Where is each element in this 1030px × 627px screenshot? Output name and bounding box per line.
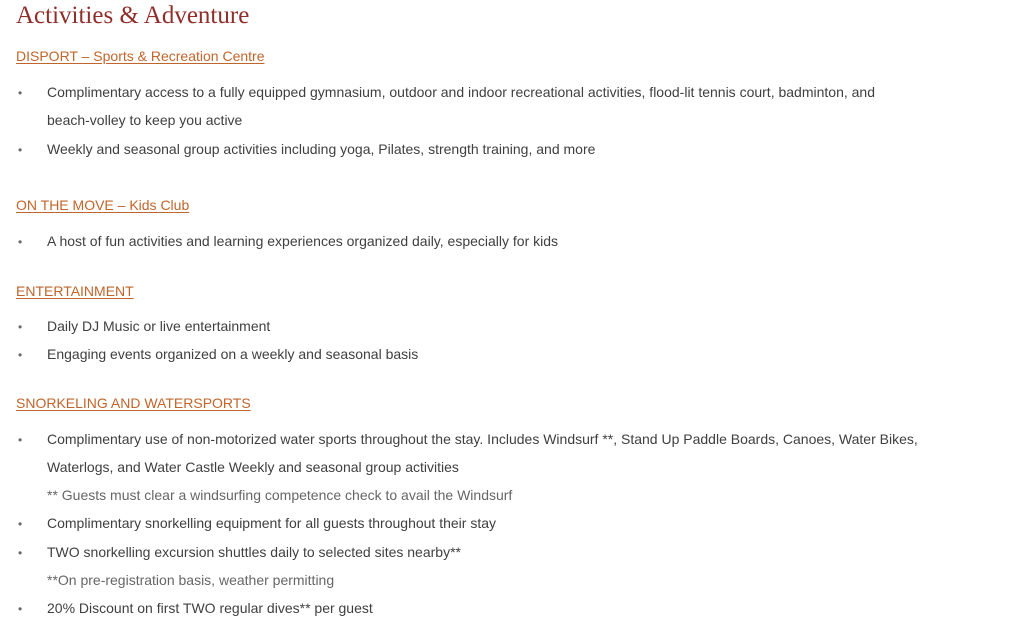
list-item-text: TWO snorkelling excursion shuttles daily to selected sites nearby**	[47, 544, 461, 560]
bullet-icon: •	[18, 433, 23, 447]
list-item-text: Engaging events organized on a weekly and seasonal basis	[47, 346, 419, 362]
list-item-continuation: beach-volley to keep you active	[47, 112, 243, 128]
list-item-text: Weekly and seasonal group activities including yoga, Pilates, strength training, and more	[47, 141, 596, 157]
bullet-icon: •	[18, 143, 23, 157]
list-item-continuation: Waterlogs, and Water Castle Weekly and seasonal group activities	[47, 459, 459, 475]
link-entertainment[interactable]: ENTERTAINMENT	[16, 283, 134, 299]
list-item-text: 20% Discount on first TWO regular dives** per guest	[47, 600, 373, 616]
list-item	[16, 346, 418, 362]
footnote: ** Guests must clear a windsurfing competence check to avail the Windsurf	[47, 487, 513, 503]
list-item	[16, 84, 875, 100]
bullet-icon: •	[18, 602, 23, 616]
list-item-text: Daily DJ Music or live entertainment	[47, 318, 271, 334]
list-item-text: A host of fun activities and learning experiences organized daily, especially for kids	[47, 233, 559, 249]
footnote: **On pre-registration basis, weather permitting	[47, 572, 335, 588]
bullet-icon: •	[18, 86, 23, 100]
list-item	[16, 544, 461, 560]
list-item-text: Complimentary use of non-motorized water sports throughout the stay. Includes Windsurf **, Stand Up Paddle Boards, Canoes, Water Bikes,	[47, 431, 918, 447]
list-item-text: Complimentary access to a fully equipped gymnasium, outdoor and indoor recreational activities, flood-lit tennis court, badminton, and	[47, 84, 875, 100]
list-item	[16, 141, 595, 157]
list-item	[16, 515, 496, 531]
list-item	[16, 600, 373, 616]
link-snorkeling-watersports[interactable]: SNORKELING AND WATERSPORTS	[16, 395, 251, 411]
list-item-text: Complimentary snorkelling equipment for all guests throughout their stay	[47, 515, 497, 531]
list-item	[16, 233, 558, 249]
list-item	[16, 431, 918, 447]
link-disport[interactable]: DISPORT – Sports & Recreation Centre	[16, 48, 265, 64]
link-kids-club[interactable]: ON THE MOVE – Kids Club	[16, 197, 190, 213]
bullet-icon: •	[18, 348, 23, 362]
bullet-icon: •	[18, 517, 23, 531]
list-item	[16, 318, 270, 334]
bullet-icon: •	[18, 235, 23, 249]
bullet-icon: •	[18, 546, 23, 560]
page-title: Activities & Adventure	[16, 2, 250, 29]
bullet-icon: •	[18, 320, 23, 334]
